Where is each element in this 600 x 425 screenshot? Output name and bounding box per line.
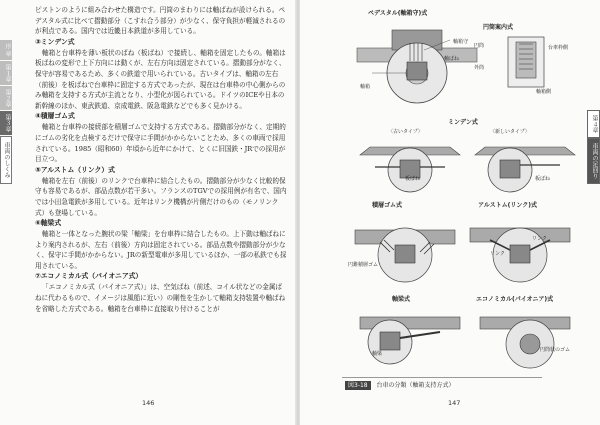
minden-sub-new: 〈新しいタイプ〉	[490, 129, 530, 135]
paragraph: 軸箱と台車枠を薄い板状のばね（板ばね）で接続し、軸箱を固定したもの。軸箱は板ばねの変形で上下方向には動くが、左右方向は固定されている。摺動部分がなく、保守が容易であるため、多くの鉄道で用いられている。古いタイプは、軸箱の左右（前後）を板ばねで台車枠に固定する方式であったが、現在は台車枠の中心側からのみ軸箱を支持する方式が主流となり、小型化が図られている。ドイツのICEや日本の新幹線のほか、東武鉄道、京成電鉄、阪急電鉄などでも多く見かける。	[35, 48, 286, 110]
paragraph: 軸箱と一体となった腕状の梁「軸梁」を台車枠に結合したもの。上下動は軸ばねにより案内されるが、左右（前後）方向は固定されている。部品点数や摺動部分が少なく、保守に手間がかからない。JRの新型電車が多用しているほか、一部の私鉄でも採用されている。	[35, 230, 287, 270]
axlebeam-title: 軸梁式	[392, 296, 411, 303]
section-heading: ③ミンデン式	[35, 37, 75, 46]
section-heading: ④積層ゴム式	[35, 112, 75, 121]
page-number-right: 147	[448, 399, 461, 407]
alstom-label-link-upper: リンク	[532, 236, 547, 242]
minden-sub-old: 〈古いタイプ〉	[388, 129, 423, 135]
page-number-left: 146	[142, 399, 155, 407]
tab-undercarriage[interactable]: 車両の足回り	[587, 138, 600, 184]
figure-caption	[345, 380, 455, 389]
tab-prologue[interactable]: 序 章	[0, 40, 12, 60]
cylinder-label-frame-side: 台車枠側	[548, 45, 569, 51]
cylinder-diagram	[490, 32, 570, 92]
laminated-label-rubber: 円錐積層ゴム	[348, 262, 379, 268]
pedestal-label-axlebox: 軸箱	[360, 84, 371, 90]
minden-label-leafspring-new: 板ばね	[535, 176, 551, 182]
paragraph: 軸箱を左右（前後）のリンクで台車枠に結合したもの。摺動部分が少なく比較的保守も容易であるが、部品点数が若干多い。フランスのTGVでの採用例が有名で、国内では小田急電鉄が多用している。近年はリンク機構が片側だけのもの（モノリンク式）も登場している。	[35, 176, 287, 217]
tab-chapter-4[interactable]: 第４章	[587, 110, 600, 138]
cylinder-label-outer: 外筒	[474, 65, 485, 71]
tab-chapter-2[interactable]: 第２章	[0, 86, 12, 110]
minden-old-diagram	[355, 135, 465, 195]
right-side-tabs	[587, 110, 600, 184]
laminated-title: 積層ゴム式	[372, 202, 403, 209]
paragraph: 「エコノミカル式（パイオニア式）」は、空気ばね（前述、コイル状などの金属ばねに代わるもので、イメージは風船に近い）の剛性を生かして軸箱支持装置や軸ばねを省略した方式である。軸箱を台車枠に直接取り付けることが	[35, 283, 286, 313]
paragraph: 軸箱と台車枠の接続部を積層ゴムで支持する方式である。摺動部分がなく、定期的にゴムの劣化を点検するだけで保守に手間がかからないことため、多くの車両で採用されている。1985（昭和60）年頃から近年にかけて、とくに旧国鉄・JRでの採用が目立つ。	[35, 123, 286, 164]
body-text	[35, 5, 287, 314]
economical-label-rubber: 円筒状のゴム	[540, 347, 571, 353]
axlebeam-diagram	[350, 302, 470, 372]
section-heading: ⑦エコノミカル式（パイオニア式）	[35, 272, 143, 281]
left-side-tabs	[0, 40, 12, 185]
pedestal-diagram	[352, 18, 485, 108]
tab-chapter-1[interactable]: 第１章	[0, 61, 12, 85]
pedestal-title: ペデスタル(軸箱守)式	[368, 10, 428, 17]
alstom-label-link-lower: リンク	[490, 251, 505, 257]
axlebeam-label-beam: 軸梁	[372, 351, 383, 357]
minden-title: ミンデン式	[448, 119, 478, 126]
caption-rule	[342, 377, 542, 378]
minden-label-leafspring-old: 板ばね	[405, 176, 421, 182]
side-section-label: 車両のしくみ	[0, 136, 12, 184]
figure-number-badge: 図3-18	[345, 381, 371, 390]
minden-new-diagram	[470, 135, 580, 195]
alstom-diagram	[465, 210, 575, 285]
pedestal-label-spring: 軸ばね	[444, 56, 460, 62]
paragraph: ピストンのように組み合わせた構造です。円筒のまわりには軸ばねが設けられる。ペデスタル式に比べて摺動部分（こすれ合う部分）が少なく、保守負担が軽減されるのが利点である。国内では近畿日本鉄道が多用している。	[35, 6, 286, 36]
left-page	[0, 0, 296, 425]
cylinder-label-axle-side: 軸箱側	[536, 89, 552, 95]
cylinder-label-cylinder: 円筒	[474, 43, 485, 49]
section-heading: ⑤アルストム（リンク）式	[35, 165, 115, 174]
alstom-title: アルストム(リンク)式	[478, 202, 537, 209]
figure-caption-text: 台車の分類（軸箱支持方式）	[376, 382, 455, 389]
laminated-diagram	[350, 210, 460, 285]
tab-chapter-3[interactable]: 第３章	[0, 111, 12, 135]
economical-diagram	[475, 302, 575, 372]
economical-title: エコノミカル(パイオニア)式	[476, 296, 554, 303]
section-heading: ⑥軸梁式	[35, 219, 62, 228]
pedestal-label-guard: 軸箱守	[453, 39, 469, 45]
cylinder-title: 円筒案内式	[483, 24, 514, 31]
